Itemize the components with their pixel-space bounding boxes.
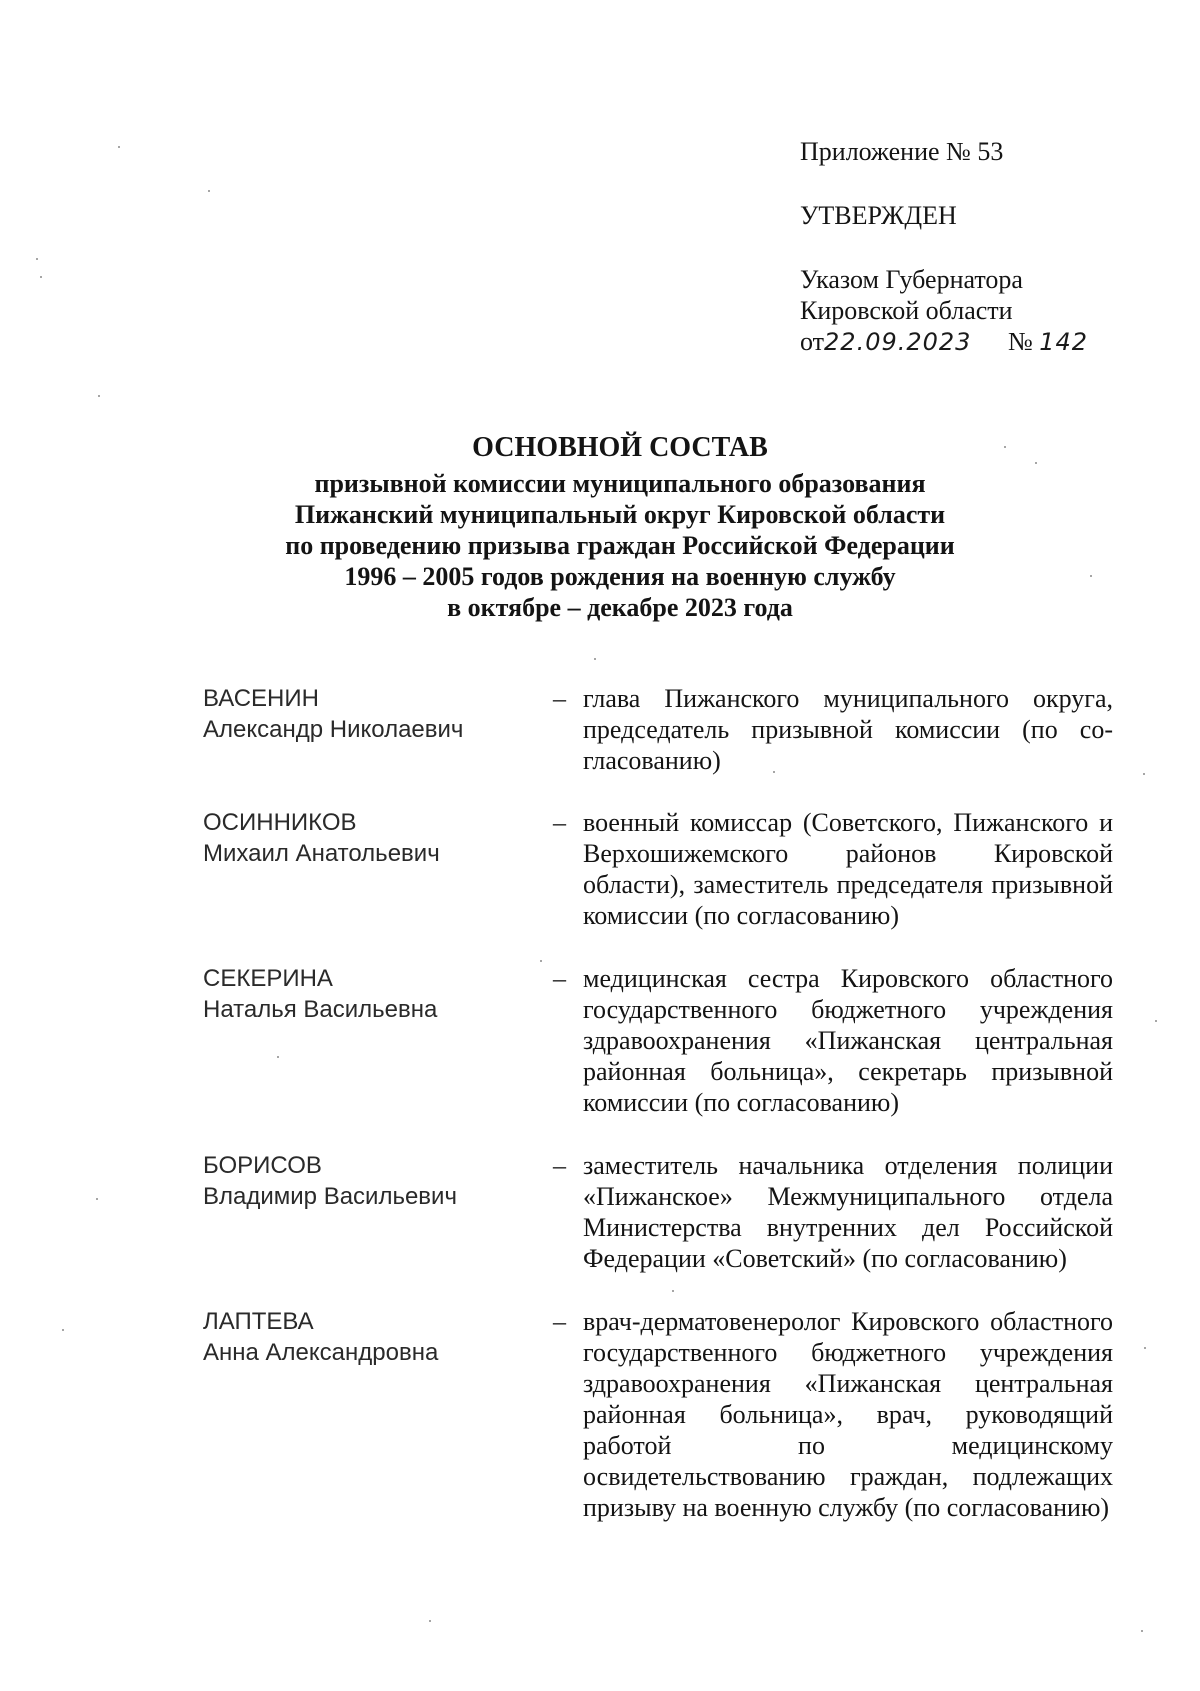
member-entry <box>203 683 1113 776</box>
title-line: 1996 – 2005 годов рождения на военную службу <box>344 562 896 591</box>
member-surname: ОСИННИКОВ <box>203 809 357 836</box>
member-given-names: Владимир Васильевич <box>203 1183 457 1210</box>
member-surname: СЕКЕРИНА <box>203 965 333 992</box>
member-name <box>203 1306 553 1368</box>
member-surname: ЛАПТЕВА <box>203 1308 314 1335</box>
decree-line-2: Кировской области <box>800 296 1013 325</box>
title-main: ОСНОВНОЙ СОСТАВ <box>472 432 768 463</box>
handwritten-number: 142 <box>1039 328 1089 356</box>
member-given-names: Наталья Васильевна <box>203 996 438 1023</box>
decree-line-1: Указом Губернатора <box>800 265 1023 294</box>
member-entry <box>203 963 1113 1118</box>
member-name <box>203 1150 553 1212</box>
member-role: глава Пижанского муниципального округа, председатель призывной комиссии (по согласованию) <box>583 684 1113 775</box>
commission-members-list <box>203 683 1113 1523</box>
title-line: призывной комиссии муниципального образования <box>314 469 926 498</box>
member-surname: ВАСЕНИН <box>203 685 319 712</box>
member-entry <box>203 1150 1113 1274</box>
title-line: по проведению призыва граждан Российской Федерации <box>285 531 955 560</box>
member-role: врач-дерматовенеролог Кировского областного государственного бюджетного учреждения здравоохранения «Пижанская центральная районная больница», врач, руководящий работой по медицинскому освидетельствованию граждан, подлежащих призыву на военную службу (по согласованию) <box>583 1307 1113 1522</box>
handwritten-date: 22.09.2023 <box>824 328 972 356</box>
member-name <box>203 683 553 745</box>
member-dash: – <box>553 684 566 713</box>
member-surname: БОРИСОВ <box>203 1152 322 1179</box>
member-role: заместитель начальника отделения полиции «Пижанское» Межмуниципального отдела Министерства внутренних дел Российской Федерации «Советский» (по согласованию) <box>583 1151 1113 1273</box>
member-entry <box>203 1306 1113 1523</box>
member-given-names: Александр Николаевич <box>203 716 464 743</box>
appendix-number: Приложение № 53 <box>800 137 1004 166</box>
member-entry <box>203 807 1113 931</box>
member-dash: – <box>553 1307 566 1336</box>
title-line: Пижанский муниципальный округ Кировской области <box>294 500 946 529</box>
approval-block <box>800 136 1140 358</box>
number-prefix: № <box>1007 327 1033 356</box>
member-role: военный комиссар (Советского, Пижанского и Верхошижемского районов Кировской области), заместитель председателя призывной комиссии (по согласованию) <box>583 808 1113 930</box>
member-given-names: Анна Александровна <box>203 1339 439 1366</box>
member-name <box>203 963 553 1025</box>
member-given-names: Михаил Анатольевич <box>203 840 440 867</box>
member-dash: – <box>553 808 566 837</box>
document-title <box>200 430 1040 623</box>
date-prefix: от <box>800 327 825 356</box>
member-dash: – <box>553 964 566 993</box>
member-dash: – <box>553 1151 566 1180</box>
decree-date-number <box>800 326 1140 358</box>
member-role: медицинская сестра Кировского областного государственного бюджетного учреждения здравоохранения «Пижанская центральная районная больница», секретарь призывной комиссии (по согласованию) <box>583 964 1113 1117</box>
title-line: в октябре – декабре 2023 года <box>447 593 793 622</box>
approved-stamp-text: УТВЕРЖДЕН <box>800 201 957 230</box>
member-name <box>203 807 553 869</box>
